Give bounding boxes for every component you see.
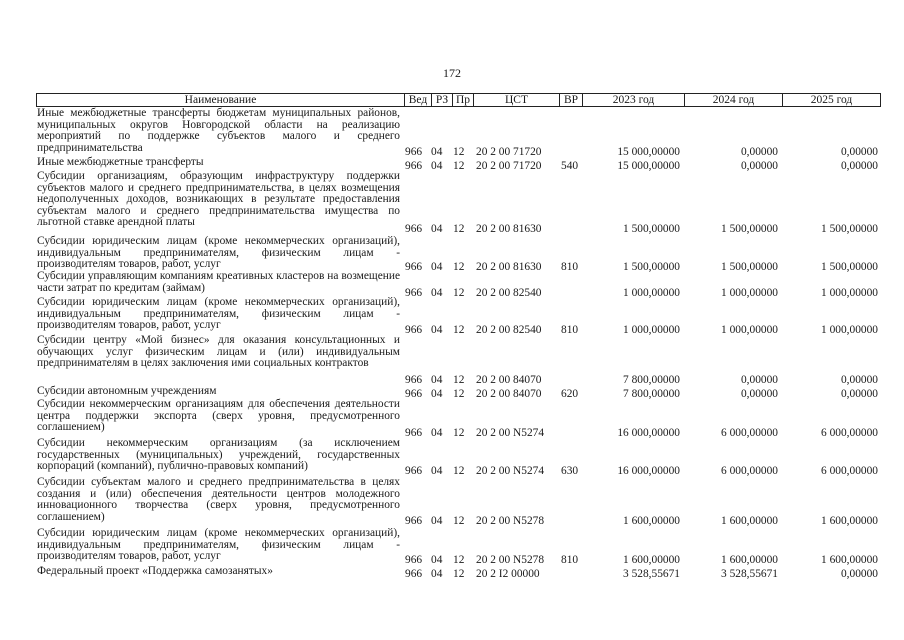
- cell-pr: 12: [453, 287, 465, 299]
- row-name: Субсидии юридическим лицам (кроме некоммерческих организаций), индивидуальным предпринимателям, физическим лицам - производителям товаров, работ, услуг: [37, 235, 400, 271]
- row-name: Субсидии некоммерческим организациям для обеспечения деятельности центра поддержки экспорта (сверх уровня, предусмотренного соглашением): [37, 398, 400, 434]
- cell-pr: 12: [453, 427, 465, 439]
- cell-2024: 3 528,55671: [721, 568, 778, 580]
- cell-2024: 0,00000: [740, 388, 778, 400]
- cell-pr: 12: [453, 568, 465, 580]
- cell-vr: 810: [561, 324, 579, 336]
- cell-2025: 1 000,00000: [821, 324, 878, 336]
- cell-ved: 966: [405, 223, 423, 235]
- cell-2025: 6 000,00000: [821, 465, 878, 477]
- cell-rz: 04: [431, 261, 443, 273]
- row-values: [0, 223, 904, 235]
- cell-ved: 966: [405, 465, 423, 477]
- cell-2025: 0,00000: [840, 146, 878, 158]
- cell-2024: 0,00000: [740, 374, 778, 386]
- row-name: Иные межбюджетные трансферты бюджетам муниципальных районов, муниципальных округов Новгородской области на реализацию мероприятий по поддержке субъектов малого и среднего предпринимательства: [37, 107, 400, 154]
- cell-ved: 966: [405, 388, 423, 400]
- cell-2023: 1 500,00000: [623, 261, 680, 273]
- cell-2024: 6 000,00000: [721, 427, 778, 439]
- row-values: [0, 515, 904, 527]
- cell-ved: 966: [405, 324, 423, 336]
- row-name: Субсидии юридическим лицам (кроме некоммерческих организаций), индивидуальным предпринимателям, физическим лицам - производителям товаров, работ, услуг: [37, 527, 400, 563]
- cell-2024: 1 500,00000: [721, 223, 778, 235]
- cell-2025: 0,00000: [840, 568, 878, 580]
- cell-ved: 966: [405, 515, 423, 527]
- cell-2023: 7 800,00000: [623, 388, 680, 400]
- row-name: Субсидии управляющим компаниям креативных кластеров на возмещение части затрат по кредитам (займам): [37, 270, 400, 294]
- cell-ved: 966: [405, 261, 423, 273]
- cell-2024: 1 000,00000: [721, 324, 778, 336]
- row-name: Субсидии субъектам малого и среднего предпринимательства в целях создания и (или) обеспечения деятельности центров молодежного инновационного творчества (сверх уровня, предусмотренного соглашением): [37, 476, 400, 523]
- cell-pr: 12: [453, 223, 465, 235]
- cell-2023: 15 000,00000: [617, 160, 680, 172]
- cell-ved: 966: [405, 568, 423, 580]
- cell-rz: 04: [431, 388, 443, 400]
- cell-2025: 1 500,00000: [821, 261, 878, 273]
- cell-ved: 966: [405, 427, 423, 439]
- row-name: Субсидии центру «Мой бизнес» для оказания консультационных и обучающих услуг физическим лицам и (или) индивидуальным предпринимателям в целях заключения ими социальных контрактов: [37, 334, 400, 370]
- cell-cst: 20 2 00 84070: [476, 388, 542, 400]
- cell-pr: 12: [453, 324, 465, 336]
- cell-cst: 20 2 00 84070: [476, 374, 542, 386]
- cell-cst: 20 2 00 N5278: [476, 515, 545, 527]
- cell-pr: 12: [453, 515, 465, 527]
- cell-cst: 20 2 00 N5278: [476, 554, 545, 566]
- row-name: Субсидии организациям, образующим инфраструктуру поддержки субъектов малого и среднего предпринимательства, в целях возмещения недополученных доходов, возникающих в результате предоставления субъектам малого и среднего предпринимательства имущества по льготной ставке арендной платы: [37, 170, 400, 229]
- row-name: Субсидии некоммерческим организациям (за исключением государственных (муниципальных) учреждений, государственных корпораций (компаний), публично-правовых компаний): [37, 437, 400, 473]
- cell-rz: 04: [431, 374, 443, 386]
- cell-rz: 04: [431, 160, 443, 172]
- cell-rz: 04: [431, 324, 443, 336]
- row-name: Субсидии юридическим лицам (кроме некоммерческих организаций), индивидуальным предпринимателям, физическим лицам - производителям товаров, работ, услуг: [37, 296, 400, 332]
- cell-2023: 16 000,00000: [617, 465, 680, 477]
- cell-vr: 630: [561, 465, 579, 477]
- cell-rz: 04: [431, 554, 443, 566]
- cell-2024: 0,00000: [740, 160, 778, 172]
- cell-ved: 966: [405, 374, 423, 386]
- cell-vr: 810: [561, 554, 579, 566]
- cell-2023: 3 528,55671: [623, 568, 680, 580]
- cell-pr: 12: [453, 146, 465, 158]
- cell-pr: 12: [453, 160, 465, 172]
- cell-2025: 0,00000: [840, 374, 878, 386]
- cell-ved: 966: [405, 287, 423, 299]
- cell-2024: 1 600,00000: [721, 554, 778, 566]
- cell-rz: 04: [431, 568, 443, 580]
- cell-ved: 966: [405, 554, 423, 566]
- header-cst: ЦСТ: [473, 94, 559, 106]
- cell-2025: 6 000,00000: [821, 427, 878, 439]
- cell-pr: 12: [453, 465, 465, 477]
- cell-2023: 15 000,00000: [617, 146, 680, 158]
- row-name: Субсидии автономным учреждениям: [37, 385, 217, 397]
- cell-pr: 12: [453, 374, 465, 386]
- cell-rz: 04: [431, 515, 443, 527]
- cell-vr: 540: [561, 160, 579, 172]
- cell-cst: 20 2 00 71720: [476, 146, 542, 158]
- header-2025: 2025 год: [782, 94, 880, 106]
- page-number: 172: [443, 66, 461, 80]
- cell-cst: 20 2 00 82540: [476, 324, 542, 336]
- cell-2024: 1 600,00000: [721, 515, 778, 527]
- cell-rz: 04: [431, 287, 443, 299]
- cell-2023: 16 000,00000: [617, 427, 680, 439]
- cell-2023: 1 600,00000: [623, 554, 680, 566]
- header-2024: 2024 год: [684, 94, 782, 106]
- cell-cst: 20 2 00 N5274: [476, 427, 545, 439]
- cell-ved: 966: [405, 160, 423, 172]
- cell-pr: 12: [453, 388, 465, 400]
- row-values: [0, 565, 904, 580]
- cell-ved: 966: [405, 146, 423, 158]
- header-rz: РЗ: [431, 94, 452, 106]
- row-name: Федеральный проект «Поддержка самозанятых»: [37, 565, 273, 577]
- cell-rz: 04: [431, 465, 443, 477]
- cell-2024: 1 500,00000: [721, 261, 778, 273]
- cell-2025: 1 000,00000: [821, 287, 878, 299]
- cell-2025: 1 500,00000: [821, 223, 878, 235]
- cell-vr: 810: [561, 261, 579, 273]
- header-2023: 2023 год: [582, 94, 684, 106]
- cell-2025: 0,00000: [840, 160, 878, 172]
- cell-2025: 1 600,00000: [821, 515, 878, 527]
- header-pr: Пр: [452, 94, 473, 106]
- cell-rz: 04: [431, 146, 443, 158]
- cell-cst: 20 2 00 N5274: [476, 465, 545, 477]
- cell-rz: 04: [431, 427, 443, 439]
- cell-2025: 0,00000: [840, 388, 878, 400]
- cell-pr: 12: [453, 554, 465, 566]
- cell-2023: 1 000,00000: [623, 287, 680, 299]
- cell-2023: 7 800,00000: [623, 374, 680, 386]
- header-vr: ВР: [559, 94, 582, 106]
- cell-2024: 0,00000: [740, 146, 778, 158]
- cell-pr: 12: [453, 261, 465, 273]
- cell-cst: 20 2 I2 00000: [476, 568, 540, 580]
- cell-vr: 620: [561, 388, 579, 400]
- cell-cst: 20 2 00 71720: [476, 160, 542, 172]
- cell-2024: 1 000,00000: [721, 287, 778, 299]
- cell-2023: 1 000,00000: [623, 324, 680, 336]
- cell-2023: 1 500,00000: [623, 223, 680, 235]
- header-name: Наименование: [184, 94, 257, 106]
- table-header: [36, 93, 881, 107]
- cell-2024: 6 000,00000: [721, 465, 778, 477]
- cell-cst: 20 2 00 81630: [476, 261, 542, 273]
- cell-cst: 20 2 00 82540: [476, 287, 542, 299]
- cell-2023: 1 600,00000: [623, 515, 680, 527]
- row-name: Иные межбюджетные трансферты: [37, 156, 204, 168]
- header-ved: Вед: [404, 94, 431, 106]
- cell-cst: 20 2 00 81630: [476, 223, 542, 235]
- cell-rz: 04: [431, 223, 443, 235]
- cell-2025: 1 600,00000: [821, 554, 878, 566]
